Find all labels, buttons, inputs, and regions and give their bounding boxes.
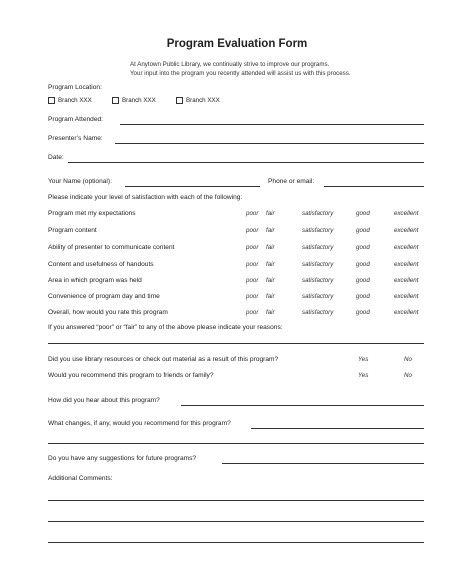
- rating-option[interactable]: fair: [266, 244, 275, 251]
- phone-email-field[interactable]: [324, 186, 424, 187]
- changes-question: What changes, if any, would you recommend for this program?: [48, 420, 231, 427]
- additional-comments-label: Additional Comments:: [48, 475, 113, 482]
- satisfaction-instruction: Please indicate your level of satisfaction with each of the following:: [48, 194, 243, 201]
- yes-option[interactable]: Yes: [358, 356, 369, 363]
- presenter-name-field[interactable]: [115, 143, 424, 144]
- reasons-question: If you answered “poor” or “fair” to any of the above please indicate your reasons:: [48, 324, 283, 331]
- rating-option[interactable]: good: [356, 277, 370, 284]
- program-attended-field[interactable]: [120, 124, 424, 125]
- comments-line-1[interactable]: [48, 500, 424, 501]
- rating-option[interactable]: excellent: [394, 261, 419, 268]
- intro-text-line-1: At Anytown Public Library, we continually strive to improve our programs.: [130, 61, 330, 68]
- no-option[interactable]: No: [404, 356, 412, 363]
- program-attended-label: Program Attended:: [48, 116, 103, 123]
- rating-option[interactable]: satisfactory: [302, 210, 334, 217]
- comments-line-3[interactable]: [48, 542, 424, 543]
- satisfaction-item-5: Area in which program was held: [48, 277, 142, 284]
- rating-option[interactable]: good: [356, 293, 370, 300]
- suggestions-question: Do you have any suggestions for future programs?: [48, 455, 197, 462]
- intro-text-line-2: Your input into the program you recently attended will assist us with this process.: [130, 70, 351, 77]
- rating-option[interactable]: poor: [246, 244, 259, 251]
- satisfaction-item-6: Convenience of program day and time: [48, 293, 160, 300]
- rating-option[interactable]: poor: [246, 309, 259, 316]
- rating-option[interactable]: good: [356, 244, 370, 251]
- rating-option[interactable]: satisfactory: [302, 227, 334, 234]
- yes-option[interactable]: Yes: [358, 372, 369, 379]
- satisfaction-item-7: Overall, how would you rate this program: [48, 309, 168, 316]
- heard-answer-line[interactable]: [181, 405, 424, 406]
- branch-checkbox-1[interactable]: [48, 97, 55, 104]
- rating-option[interactable]: satisfactory: [302, 277, 334, 284]
- satisfaction-item-2: Program content: [48, 227, 97, 234]
- comments-line-2[interactable]: [48, 521, 424, 522]
- rating-option[interactable]: good: [356, 309, 370, 316]
- rating-option[interactable]: excellent: [394, 227, 419, 234]
- rating-option[interactable]: fair: [266, 261, 275, 268]
- rating-option[interactable]: fair: [266, 277, 275, 284]
- rating-option[interactable]: poor: [246, 261, 259, 268]
- branch-option-label-1: Branch XXX: [58, 97, 92, 104]
- rating-option[interactable]: excellent: [394, 277, 419, 284]
- rating-option[interactable]: fair: [266, 293, 275, 300]
- recommend-question: Would you recommend this program to friends or family?: [48, 372, 214, 379]
- rating-option[interactable]: fair: [266, 309, 275, 316]
- rating-option[interactable]: excellent: [394, 210, 419, 217]
- your-name-field[interactable]: [125, 186, 260, 187]
- branch-option-label-3: Branch XXX: [186, 97, 220, 104]
- rating-option[interactable]: poor: [246, 293, 259, 300]
- rating-option[interactable]: fair: [266, 210, 275, 217]
- rating-option[interactable]: satisfactory: [302, 244, 334, 251]
- rating-option[interactable]: excellent: [394, 309, 419, 316]
- rating-option[interactable]: fair: [266, 227, 275, 234]
- date-field[interactable]: [68, 162, 424, 163]
- phone-email-label: Phone or email:: [268, 178, 315, 185]
- satisfaction-item-3: Ability of presenter to communicate content: [48, 244, 175, 251]
- rating-option[interactable]: poor: [246, 277, 259, 284]
- rating-option[interactable]: good: [356, 210, 370, 217]
- satisfaction-item-1: Program met my expectations: [48, 210, 136, 217]
- rating-option[interactable]: good: [356, 227, 370, 234]
- library-resources-question: Did you use library resources or check out material as a result of this program?: [48, 356, 279, 363]
- suggestions-answer-line[interactable]: [222, 463, 424, 464]
- your-name-label: Your Name (optional):: [48, 178, 112, 185]
- rating-option[interactable]: poor: [246, 227, 259, 234]
- branch-checkbox-3[interactable]: [176, 97, 183, 104]
- date-label: Date:: [48, 154, 64, 161]
- rating-option[interactable]: satisfactory: [302, 261, 334, 268]
- changes-answer-line-2[interactable]: [48, 443, 424, 444]
- rating-option[interactable]: satisfactory: [302, 309, 334, 316]
- branch-checkbox-2[interactable]: [112, 97, 119, 104]
- changes-answer-line-1[interactable]: [251, 428, 424, 429]
- reasons-answer-line[interactable]: [48, 343, 424, 344]
- program-location-label: Program Location:: [48, 84, 102, 91]
- presenter-name-label: Presenter’s Name:: [48, 135, 103, 142]
- rating-option[interactable]: satisfactory: [302, 293, 334, 300]
- form-title: Program Evaluation Form: [166, 38, 308, 50]
- rating-option[interactable]: excellent: [394, 244, 419, 251]
- satisfaction-item-4: Content and usefulness of handouts: [48, 261, 154, 268]
- rating-option[interactable]: good: [356, 261, 370, 268]
- rating-option[interactable]: poor: [246, 210, 259, 217]
- branch-option-label-2: Branch XXX: [122, 97, 156, 104]
- rating-option[interactable]: excellent: [394, 293, 419, 300]
- no-option[interactable]: No: [404, 372, 412, 379]
- heard-question: How did you hear about this program?: [48, 397, 160, 404]
